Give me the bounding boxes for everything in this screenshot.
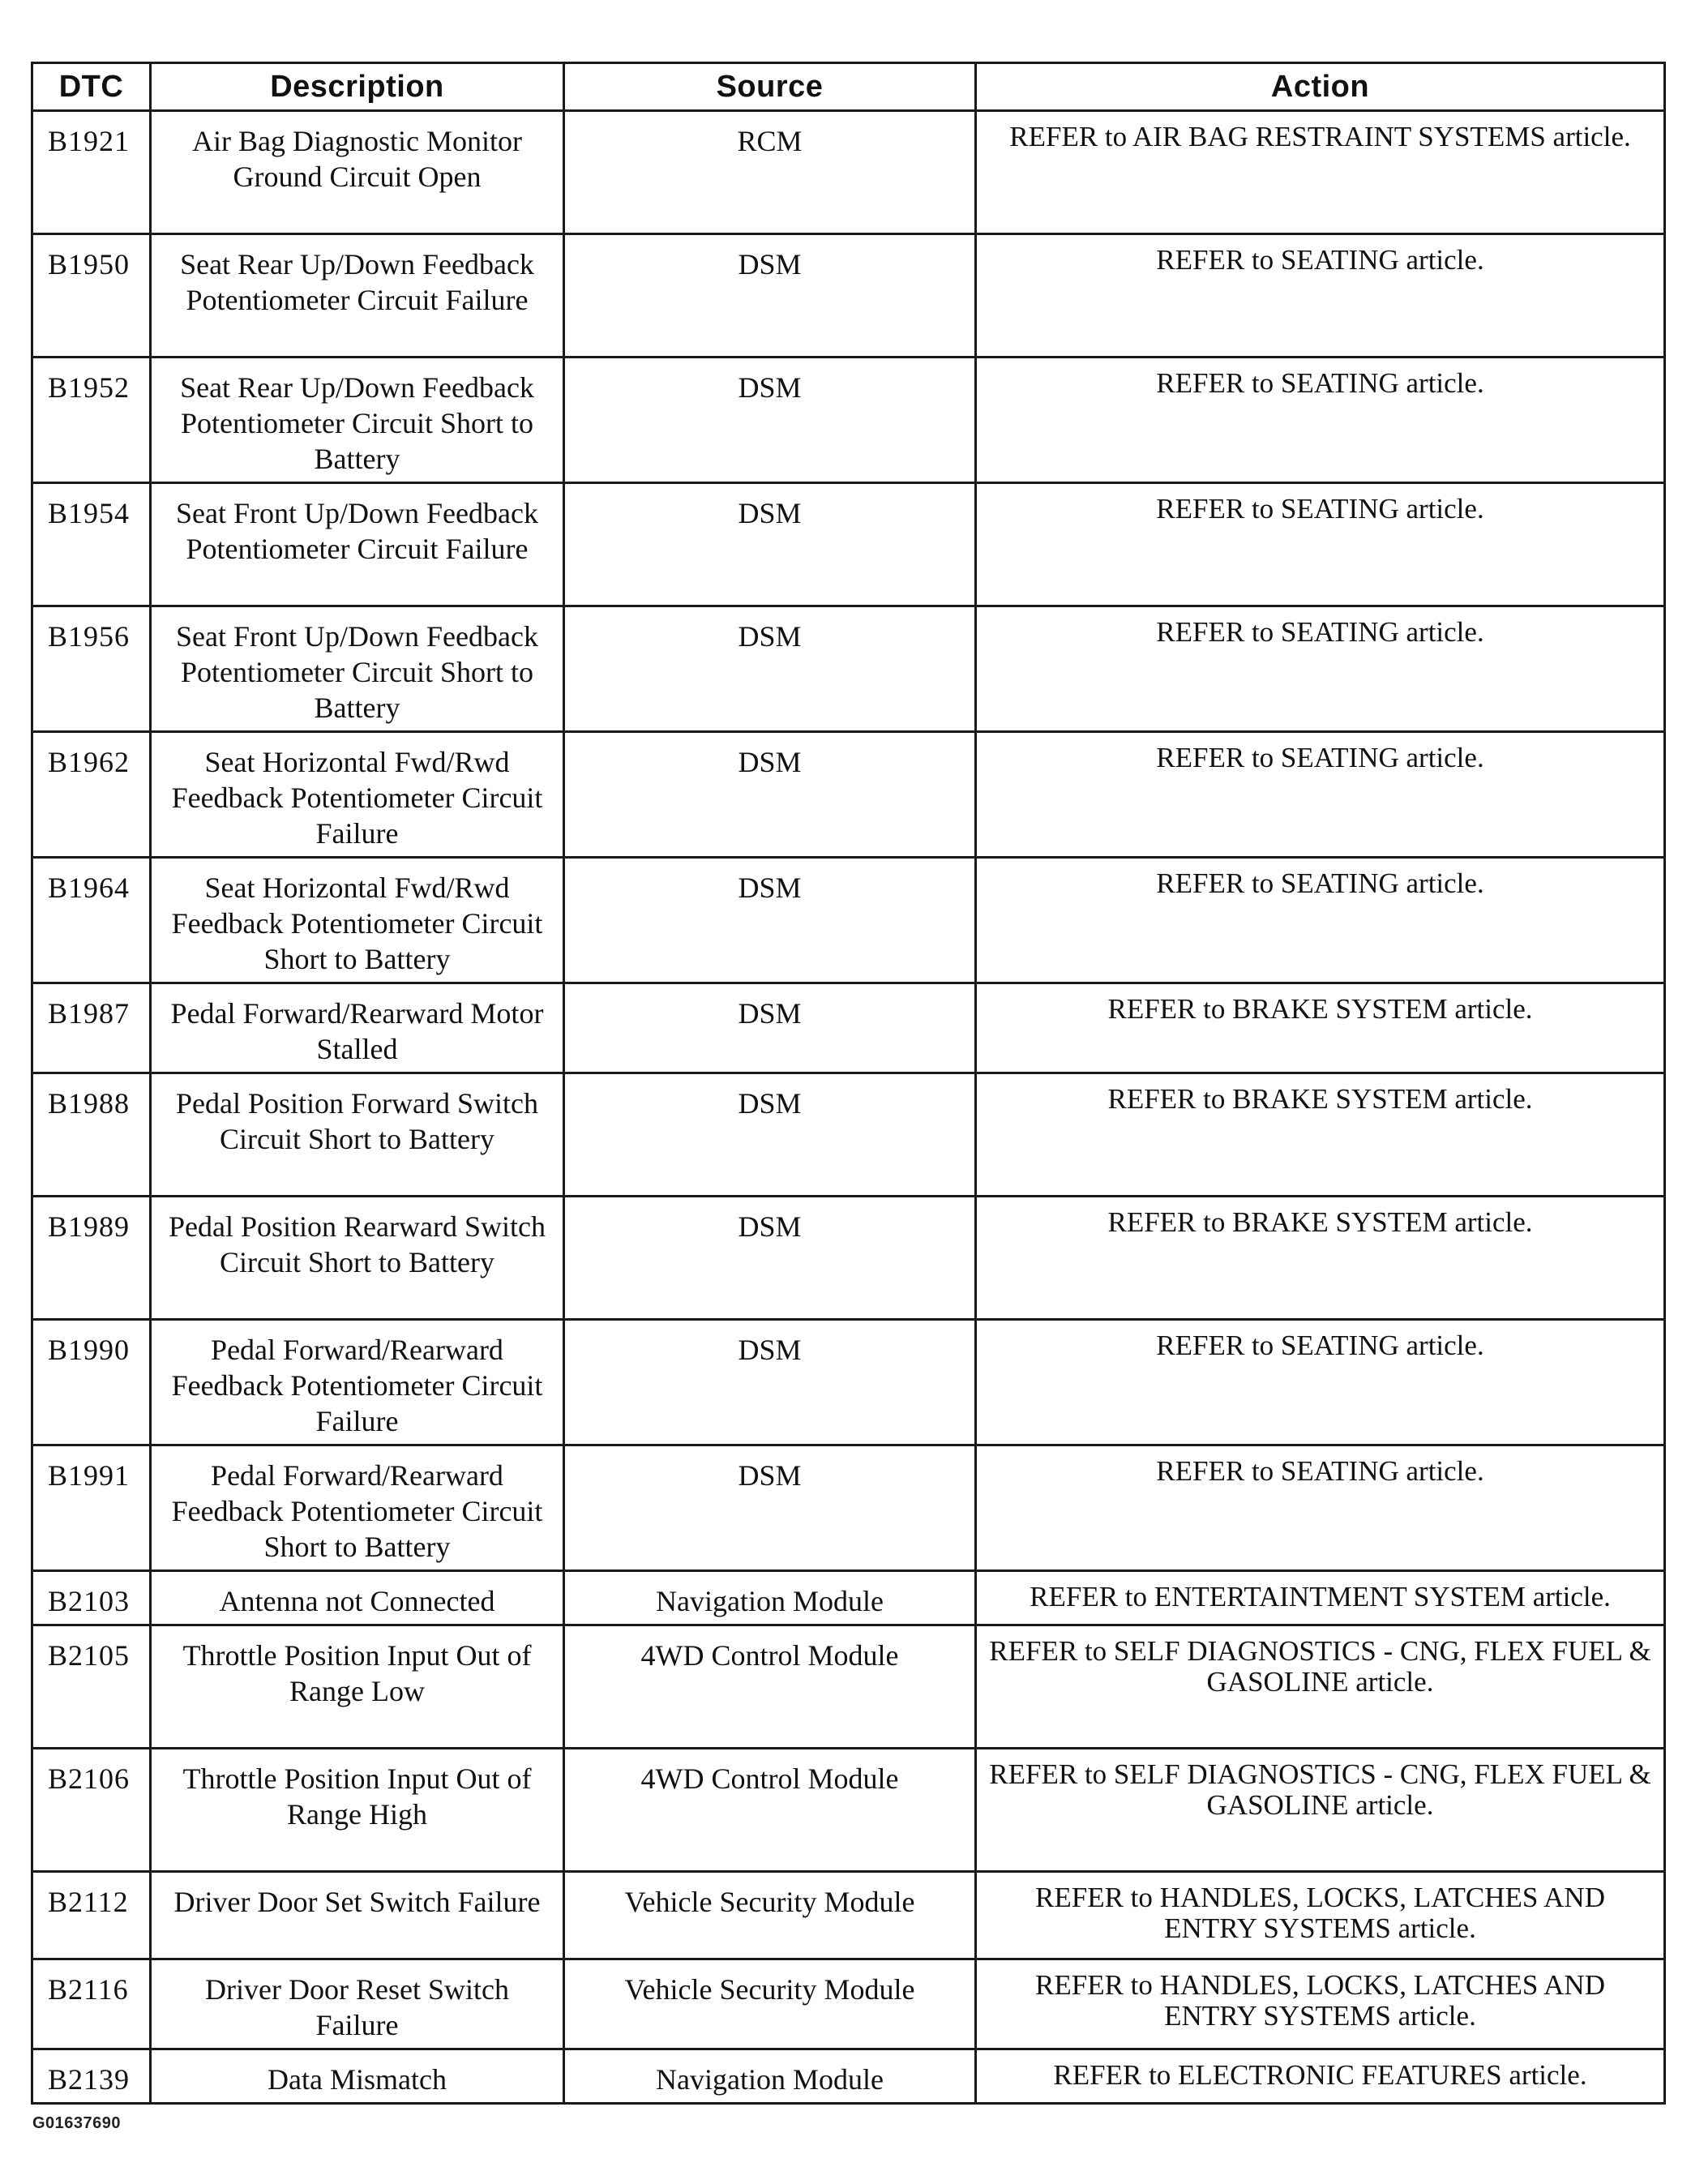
table-row [32,1073,1665,1197]
table-row [32,358,1665,483]
source-cell: DSM [564,358,976,483]
table-row [32,1197,1665,1320]
description-cell: Seat Horizontal Fwd/Rwd Feedback Potentiometer Circuit Short to Battery [151,858,564,983]
dtc-code-cell: B1988 [32,1073,151,1197]
dtc-code-cell: B2106 [32,1749,151,1872]
description-cell: Pedal Forward/Rearward Feedback Potentiometer Circuit Failure [151,1320,564,1445]
dtc-table-container [31,62,1663,2105]
description-cell: Seat Front Up/Down Feedback Potentiometer Circuit Short to Battery [151,606,564,732]
action-cell: REFER to SEATING article. [976,606,1665,732]
description-cell: Seat Front Up/Down Feedback Potentiometer Circuit Failure [151,483,564,606]
dtc-code-cell: B1962 [32,732,151,858]
dtc-code-cell: B2112 [32,1872,151,1959]
action-cell: REFER to SEATING article. [976,358,1665,483]
description-cell: Seat Rear Up/Down Feedback Potentiometer Circuit Short to Battery [151,358,564,483]
table-row [32,234,1665,358]
column-header-dtc: DTC [32,63,151,111]
table-row [32,1625,1665,1749]
source-cell: DSM [564,983,976,1073]
description-cell: Throttle Position Input Out of Range High [151,1749,564,1872]
source-cell: DSM [564,483,976,606]
description-cell: Air Bag Diagnostic Monitor Ground Circuit Open [151,111,564,234]
dtc-code-cell: B1989 [32,1197,151,1320]
description-cell: Driver Door Reset Switch Failure [151,1959,564,2049]
table-row [32,1872,1665,1959]
column-header-source: Source [564,63,976,111]
dtc-code-cell: B1956 [32,606,151,732]
description-cell: Data Mismatch [151,2049,564,2104]
table-row [32,1749,1665,1872]
description-cell: Seat Rear Up/Down Feedback Potentiometer Circuit Failure [151,234,564,358]
dtc-code-cell: B1952 [32,358,151,483]
action-cell: REFER to ELECTRONIC FEATURES article. [976,2049,1665,2104]
table-row [32,1320,1665,1445]
action-cell: REFER to HANDLES, LOCKS, LATCHES AND ENTRY SYSTEMS article. [976,1959,1665,2049]
dtc-code-cell: B1987 [32,983,151,1073]
action-cell: REFER to ENTERTAINTMENT SYSTEM article. [976,1571,1665,1625]
table-body [32,111,1665,2104]
description-cell: Seat Horizontal Fwd/Rwd Feedback Potentiometer Circuit Failure [151,732,564,858]
action-cell: REFER to SEATING article. [976,732,1665,858]
source-cell: DSM [564,732,976,858]
source-cell: Navigation Module [564,2049,976,2104]
dtc-code-cell: B1921 [32,111,151,234]
dtc-code-cell: B1954 [32,483,151,606]
action-cell: REFER to BRAKE SYSTEM article. [976,1073,1665,1197]
description-cell: Pedal Forward/Rearward Feedback Potentiometer Circuit Short to Battery [151,1445,564,1571]
action-cell: REFER to SEATING article. [976,1445,1665,1571]
dtc-code-cell: B1991 [32,1445,151,1571]
dtc-code-cell: B1964 [32,858,151,983]
action-cell: REFER to BRAKE SYSTEM article. [976,983,1665,1073]
table-row [32,983,1665,1073]
source-cell: DSM [564,1445,976,1571]
action-cell: REFER to BRAKE SYSTEM article. [976,1197,1665,1320]
table-row [32,2049,1665,2104]
column-header-action: Action [976,63,1665,111]
source-cell: DSM [564,1073,976,1197]
source-cell: Vehicle Security Module [564,1959,976,2049]
source-cell: 4WD Control Module [564,1625,976,1749]
table-row [32,111,1665,234]
source-cell: DSM [564,606,976,732]
source-cell: 4WD Control Module [564,1749,976,1872]
action-cell: REFER to SEATING article. [976,1320,1665,1445]
table-row [32,1445,1665,1571]
dtc-code-cell: B2139 [32,2049,151,2104]
action-cell: REFER to HANDLES, LOCKS, LATCHES AND ENTRY SYSTEMS article. [976,1872,1665,1959]
table-header-row [32,63,1665,111]
action-cell: REFER to AIR BAG RESTRAINT SYSTEMS article. [976,111,1665,234]
description-cell: Pedal Forward/Rearward Motor Stalled [151,983,564,1073]
action-cell: REFER to SEATING article. [976,483,1665,606]
description-cell: Antenna not Connected [151,1571,564,1625]
source-cell: RCM [564,111,976,234]
action-cell: REFER to SEATING article. [976,234,1665,358]
dtc-code-cell: B1990 [32,1320,151,1445]
dtc-code-cell: B1950 [32,234,151,358]
table-row [32,483,1665,606]
source-cell: DSM [564,1320,976,1445]
table-row [32,1571,1665,1625]
table-row [32,606,1665,732]
dtc-code-cell: B2105 [32,1625,151,1749]
column-header-description: Description [151,63,564,111]
description-cell: Throttle Position Input Out of Range Low [151,1625,564,1749]
description-cell: Driver Door Set Switch Failure [151,1872,564,1959]
table-row [32,1959,1665,2049]
description-cell: Pedal Position Forward Switch Circuit Short to Battery [151,1073,564,1197]
source-cell: DSM [564,1197,976,1320]
dtc-code-cell: B2116 [32,1959,151,2049]
action-cell: REFER to SELF DIAGNOSTICS - CNG, FLEX FUEL & GASOLINE article. [976,1625,1665,1749]
source-cell: Navigation Module [564,1571,976,1625]
dtc-code-cell: B2103 [32,1571,151,1625]
dtc-table [31,62,1666,2105]
action-cell: REFER to SEATING article. [976,858,1665,983]
source-cell: Vehicle Security Module [564,1872,976,1959]
description-cell: Pedal Position Rearward Switch Circuit Short to Battery [151,1197,564,1320]
table-row [32,858,1665,983]
source-cell: DSM [564,234,976,358]
action-cell: REFER to SELF DIAGNOSTICS - CNG, FLEX FUEL & GASOLINE article. [976,1749,1665,1872]
table-row [32,732,1665,858]
figure-code: G01637690 [32,2114,122,2132]
source-cell: DSM [564,858,976,983]
